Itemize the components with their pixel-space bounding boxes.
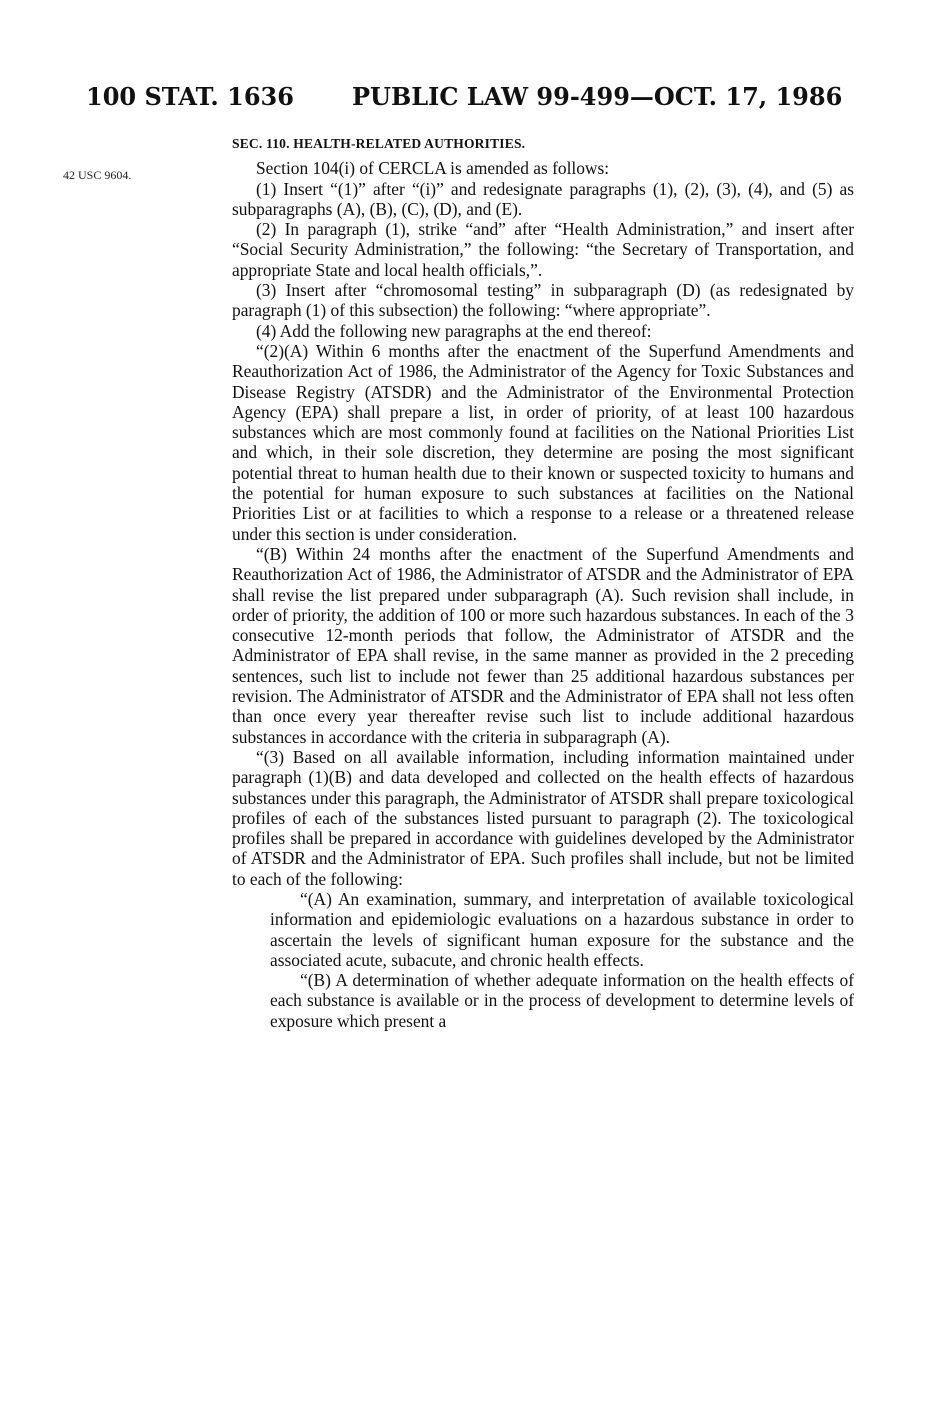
paragraph-4: (4) Add the following new paragraphs at the end thereof:	[256, 320, 652, 341]
paragraph-intro: Section 104(i) of CERCLA is amended as follows:	[256, 158, 610, 179]
page-header	[0, 82, 948, 122]
paragraph-3: (3) Insert after “chromosomal testing” in subparagraph (D) (as redesignated by paragraph (1) of this subsection) the following: “where appropriate”.	[232, 280, 854, 321]
law-title: PUBLIC LAW 99-499—OCT. 17, 1986	[352, 82, 843, 111]
body-text	[232, 134, 854, 1031]
stat-page-number: 100 STAT. 1636	[86, 82, 294, 111]
margin-citation: 42 USC 9604.	[63, 168, 132, 182]
paragraph-2: (2) In paragraph (1), strike “and” after “Health Administration,” and insert after “Social Security Administration,” the following: “the Secretary of Transportation, and appropriate State and local health officials,”.	[232, 219, 854, 280]
paragraph-3b: “(B) A determination of whether adequate information on the health effects of each substance is available or in the process of development to determine levels of exposure which present a	[270, 970, 854, 1031]
paragraph-1: (1) Insert “(1)” after “(i)” and redesignate paragraphs (1), (2), (3), (4), and (5) as subparagraphs (A), (B), (C), (D), and (E).	[232, 178, 854, 219]
section-heading: SEC. 110. HEALTH-RELATED AUTHORITIES.	[232, 136, 526, 151]
paragraph-3-profiles: “(3) Based on all available information, including information maintained under paragraph (1)(B) and data developed and collected on the health effects of hazardous substances under this paragraph, the Administrator of ATSDR shall prepare toxicological profiles of each of the substances listed pursuant to paragraph (2). The toxicological profiles shall be prepared in accordance with guidelines developed by the Administrator of ATSDR and the Administrator of EPA. Such profiles shall include, but not be limited to each of the following:	[232, 746, 854, 889]
paragraph-2a: “(2)(A) Within 6 months after the enactment of the Superfund Amendments and Reauthorization Act of 1986, the Administrator of the Agency for Toxic Substances and Disease Registry (ATSDR) and the Administrator of the Environmental Protection Agency (EPA) shall prepare a list, in order of priority, of at least 100 hazardous substances which are most commonly found at facilities on the National Priorities List and which, in their sole discretion, they determine are posing the most significant potential threat to human health due to their known or suspected toxicity to humans and the potential for human exposure to such substances at facilities on the National Priorities List or at facilities to which a response to a release or a threatened release under this section is under consideration.	[232, 340, 854, 544]
paragraph-2b: “(B) Within 24 months after the enactment of the Superfund Amendments and Reauthorization Act of 1986, the Administrator of ATSDR and the Administrator of EPA shall revise the list prepared under subparagraph (A). Such revision shall include, in order of priority, the addition of 100 or more such hazardous substances. In each of the 3 consecutive 12-month periods that follow, the Administrator of ATSDR and the Administrator of EPA shall revise, in the same manner as provided in the 2 preceding sentences, such list to include not fewer than 25 additional hazardous substances per revision. The Administrator of ATSDR and the Administrator of EPA shall not less often than once every year thereafter revise such list to include additional hazardous substances in accordance with the criteria in subparagraph (A).	[232, 543, 854, 747]
paragraph-3a: “(A) An examination, summary, and interpretation of available toxicological information and epidemiologic evaluations on a hazardous substance in order to ascertain the levels of significant human exposure for the substance and the associated acute, subacute, and chronic health effects.	[270, 888, 854, 970]
